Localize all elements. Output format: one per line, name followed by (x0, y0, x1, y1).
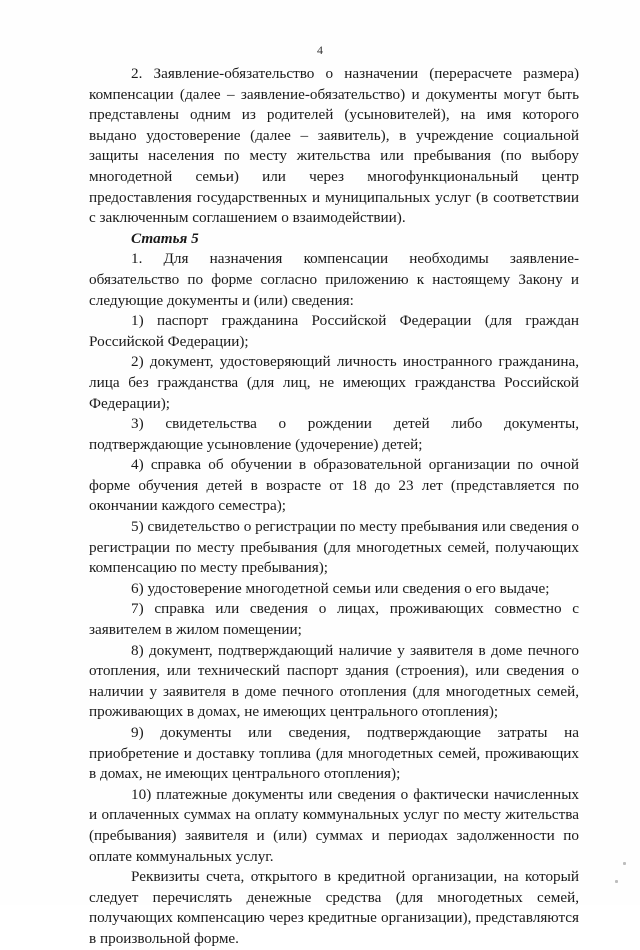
document-body (89, 64, 579, 950)
list-item: 2) документ, удостоверяющий личность иностранного гражданина, лица без гражданства (для лиц, не имеющих гражданства Российской Федерации); (89, 353, 579, 412)
list-item: 8) документ, подтверждающий наличие у заявителя в доме печного отопления, или технический паспорт здания (строения), или сведения о наличии у заявителя в доме печного отопления (для многодетных семей, проживающих в домах, не имеющих центрального отопления); (89, 641, 579, 721)
list-item: 10) платежные документы или сведения о фактически начисленных и оплаченных суммах на оплату коммунальных услуг по месту жительства (пребывания) заявителя и (или) суммах и периодах задолженности по оплате коммунальных услуг. (89, 785, 579, 865)
list-item: 1) паспорт гражданина Российской Федерации (для граждан Российской Федерации); (89, 312, 579, 350)
list-item: 9) документы или сведения, подтверждающие затраты на приобретение и доставку топлива (для многодетных семей, проживающих в домах, не имеющих центрального отопления); (89, 724, 579, 783)
list-item: 3) свидетельства о рождении детей либо документы, подтверждающие усыновление (удочерение) детей; (89, 415, 579, 453)
list-item: 7) справка или сведения о лицах, проживающих совместно с заявителем в жилом помещении; (89, 600, 579, 639)
list-item: 6) удостоверение многодетной семьи или сведения о его выдаче; (131, 579, 550, 597)
page-number: 4 (317, 43, 323, 57)
scan-speck (623, 862, 626, 865)
article-heading: Статья 5 (131, 229, 199, 247)
scan-speck (615, 880, 618, 883)
paragraph-2: 2. Заявление-обязательство о назначении (перерасчете размера) компенсации (далее – заявление-обязательство) и документы могут быть представлены одним из родителей (усыновителей), на имя которого выдано удостоверение (далее – заявитель), в учреждение социальной защиты населения по месту жительства или пребывания (по выбору многодетной семьи) или через многофункциональный центр предоставления государственных и муниципальных услуг (в соответствии с заключенным соглашением о взаимодействии). (89, 65, 579, 227)
paragraph: Реквизиты счета, открытого в кредитной организации, на который следует перечислять денежные средства (для многодетных семей, получающих компенсацию через кредитные организации), представляются в произвольной форме. (89, 868, 579, 947)
list-item: 4) справка об обучении в образовательной организации по очной форме обучения детей в возрасте от 18 до 23 лет (представляется по окончании каждого семестра); (89, 456, 579, 515)
paragraph: 1. Для назначения компенсации необходимы заявление-обязательство по форме согласно приложению к настоящему Закону и следующие документы и (или) сведения: (89, 250, 579, 309)
list-item: 5) свидетельство о регистрации по месту пребывания или сведения о регистрации по месту пребывания (для многодетных семей, получающих компенсацию по месту пребывания); (89, 518, 579, 577)
